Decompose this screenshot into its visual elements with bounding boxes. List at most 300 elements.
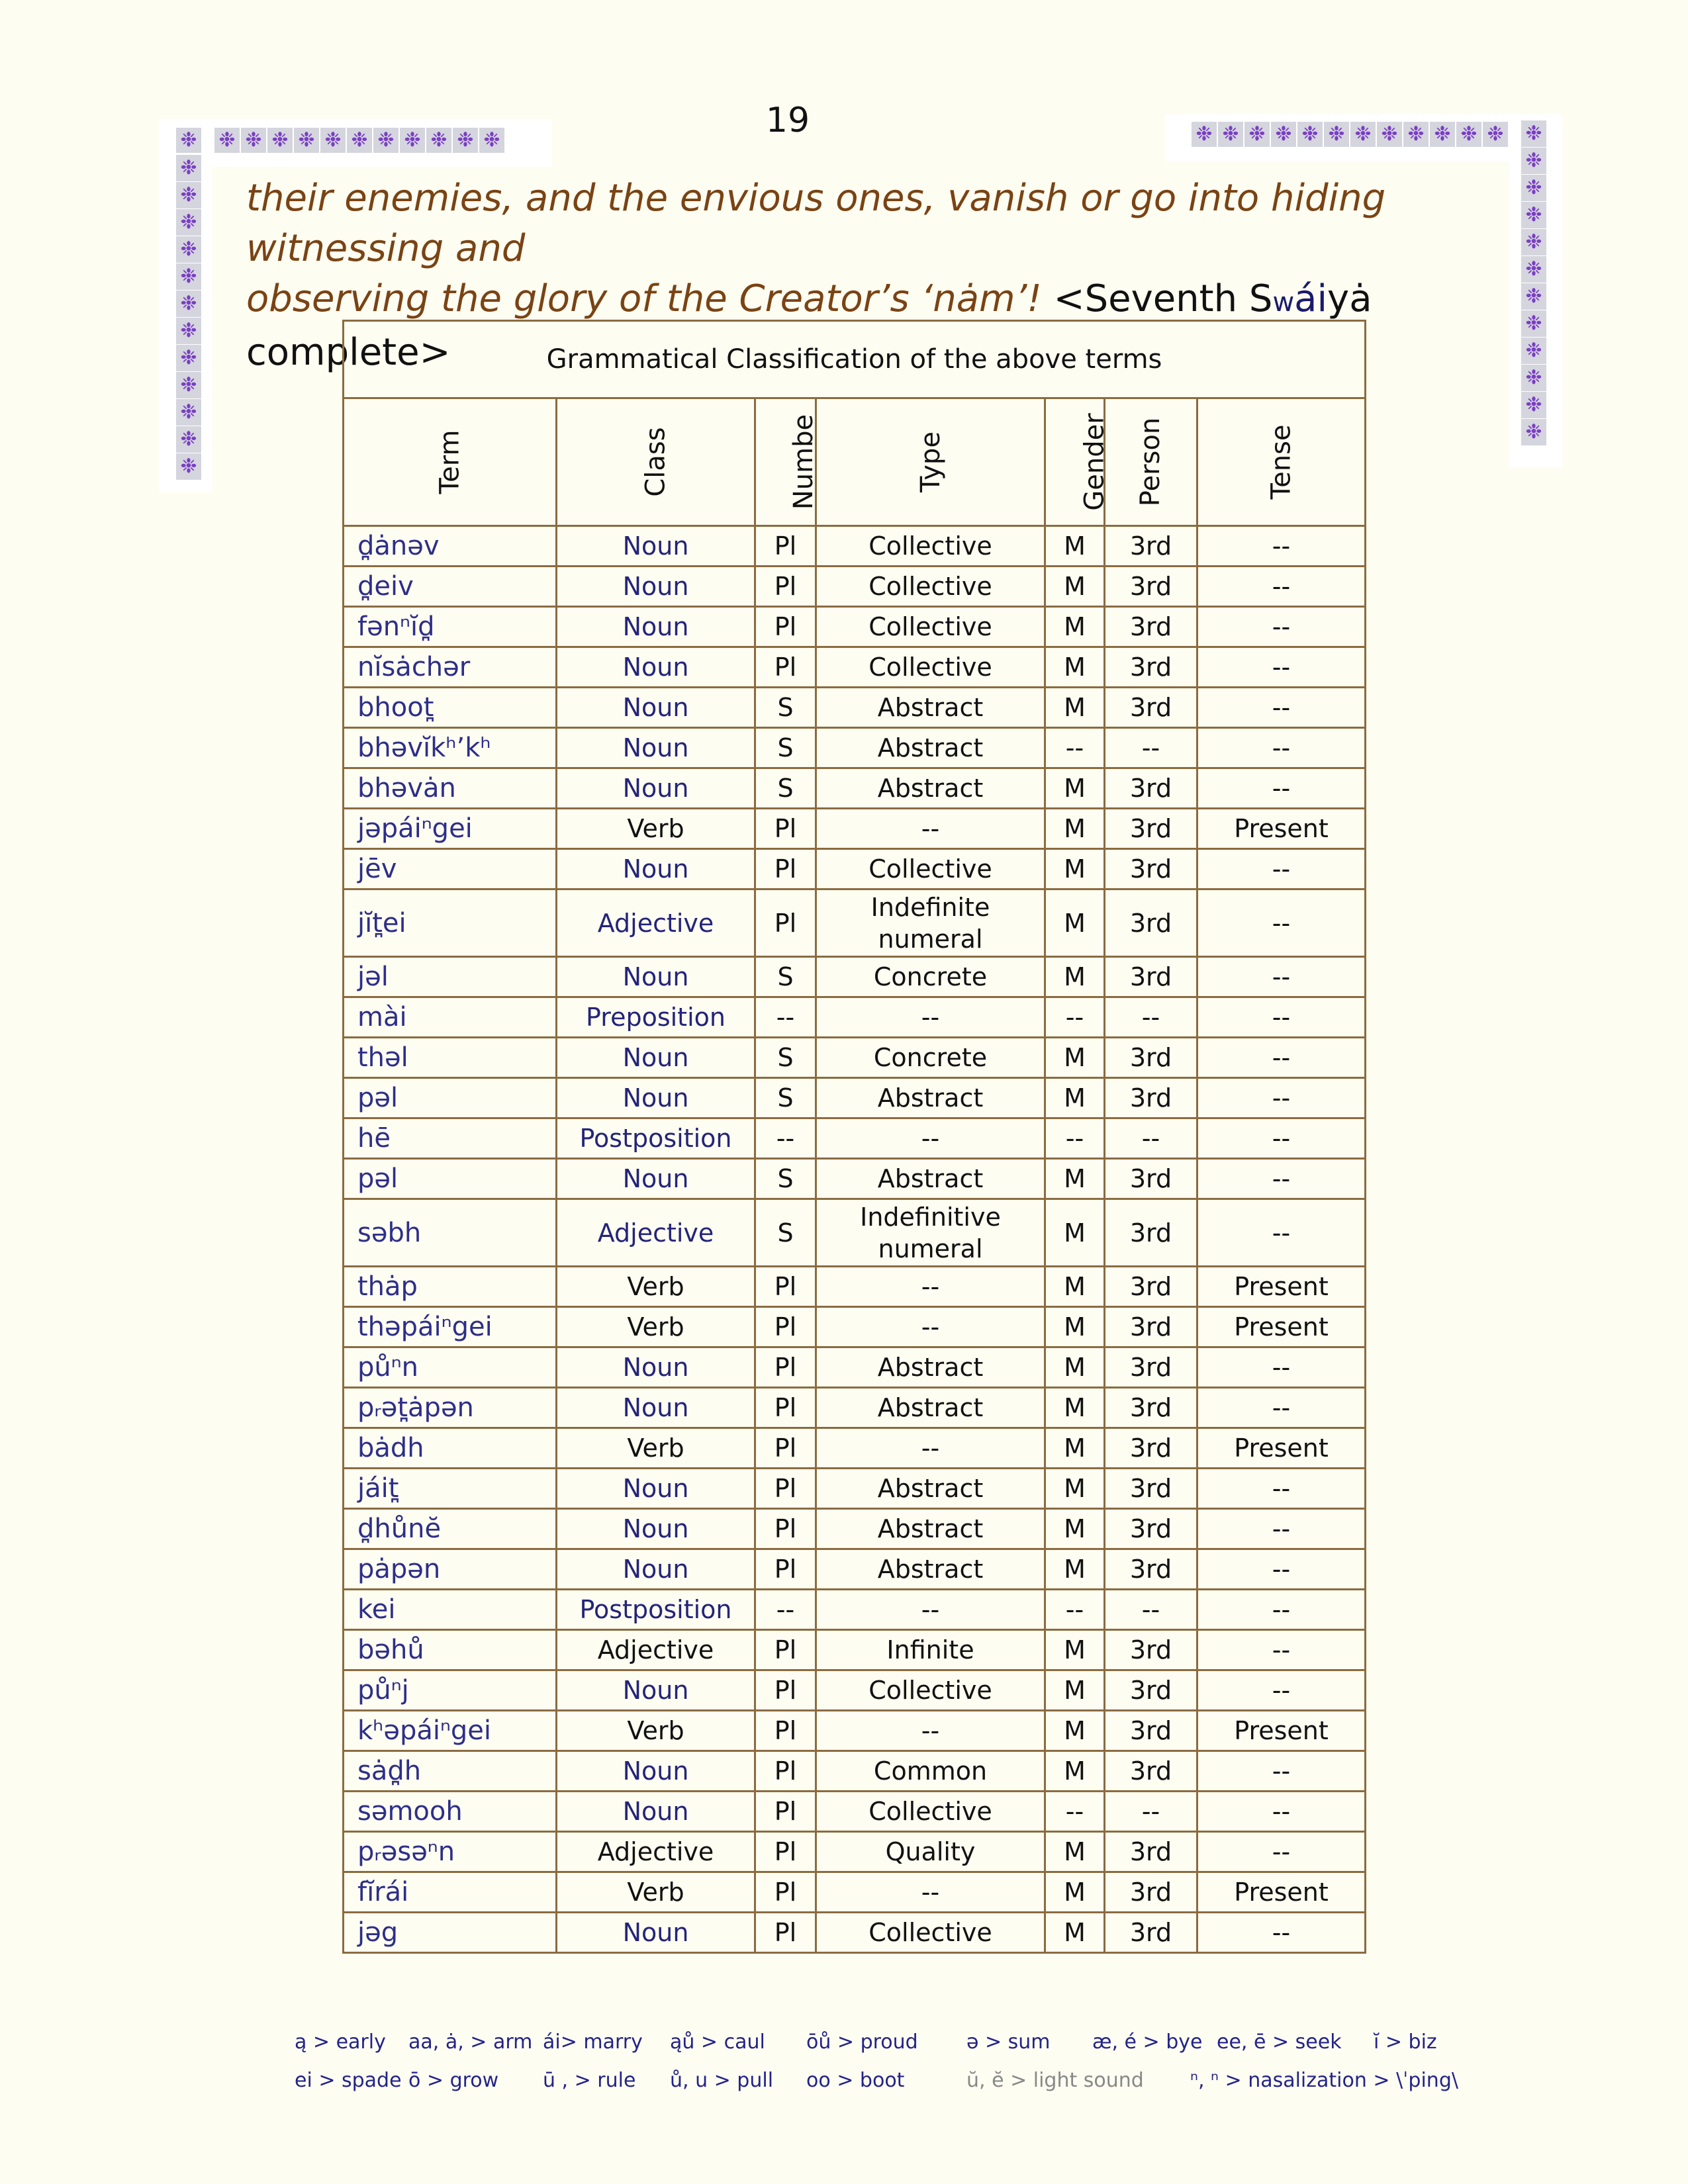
flower-ornament-icon: ❉ [1456, 122, 1481, 147]
cell-tense: -- [1197, 1590, 1366, 1630]
cell-number: Pl [755, 1751, 816, 1792]
cell-tense: -- [1197, 849, 1366, 889]
legend-item: ū , > rule [543, 2069, 636, 2092]
header-type [816, 398, 1045, 526]
cell-person: 3rd [1105, 1159, 1197, 1199]
table-row [344, 728, 1366, 768]
flower-ornament-icon: ❉ [1192, 122, 1217, 147]
ornament-border-top-left [176, 128, 504, 153]
cell-person: 3rd [1105, 1711, 1197, 1751]
flower-ornament-icon: ❉ [1377, 122, 1402, 147]
cell-gender: M [1045, 526, 1105, 567]
cell-number: Pl [755, 1549, 816, 1590]
flower-ornament-icon: ❉ [320, 128, 346, 153]
cell-gender: -- [1045, 997, 1105, 1038]
cell-type: Concrete [816, 957, 1045, 997]
cell-term: bhəvĭkʰ’kʰ [344, 728, 557, 768]
cell-tense: -- [1197, 688, 1366, 728]
cell-tense: Present [1197, 1711, 1366, 1751]
cell-person: -- [1105, 1792, 1197, 1832]
table-row [344, 957, 1366, 997]
flower-ornament-icon: ❉ [1244, 122, 1270, 147]
table-row [344, 1307, 1366, 1347]
table-row [344, 809, 1366, 849]
cell-term: thəl [344, 1038, 557, 1078]
cell-type: Quality [816, 1832, 1045, 1872]
cell-number: S [755, 1199, 816, 1267]
cell-person: 3rd [1105, 768, 1197, 809]
cell-class: Verb [557, 1267, 755, 1307]
legend-item: ą > early [295, 2030, 386, 2054]
cell-number: -- [755, 997, 816, 1038]
cell-number: -- [755, 1118, 816, 1159]
cell-class: Adjective [557, 1199, 755, 1267]
cell-term: d̪ȧnəv [344, 526, 557, 567]
cell-type: Concrete [816, 1038, 1045, 1078]
cell-term: bhoot̪ [344, 688, 557, 728]
cell-class: Noun [557, 728, 755, 768]
table-row [344, 1078, 1366, 1118]
legend-item: ⁿ, ⁿ > nasalization > \ˈping\ [1190, 2069, 1458, 2092]
cell-term: nĭsȧchər [344, 647, 557, 688]
table-caption: Grammatical Classification of the above terms [344, 321, 1366, 398]
cell-number: S [755, 1038, 816, 1078]
cell-number: S [755, 688, 816, 728]
table-row [344, 1347, 1366, 1388]
cell-tense: -- [1197, 1792, 1366, 1832]
cell-number: Pl [755, 647, 816, 688]
cell-class: Adjective [557, 1832, 755, 1872]
header-term [344, 398, 557, 526]
cell-term: jáit̪ [344, 1469, 557, 1509]
cell-type: Common [816, 1751, 1045, 1792]
cell-class: Verb [557, 1711, 755, 1751]
legend-item: ə > sum [966, 2030, 1051, 2054]
cell-gender: M [1045, 1267, 1105, 1307]
cell-term: bhəvȧn [344, 768, 557, 809]
cell-class: Noun [557, 1751, 755, 1792]
cell-term: səmooh [344, 1792, 557, 1832]
table-row [344, 1509, 1366, 1549]
flower-ornament-icon: ❉ [426, 128, 451, 153]
cell-gender: M [1045, 567, 1105, 607]
ornament-border-left [176, 155, 201, 480]
table-row [344, 1267, 1366, 1307]
cell-type: -- [816, 1307, 1045, 1347]
cell-tense: -- [1197, 889, 1366, 957]
table-row [344, 567, 1366, 607]
cell-tense: -- [1197, 1913, 1366, 1953]
cell-gender: M [1045, 1832, 1105, 1872]
flower-ornament-icon: ❉ [294, 128, 319, 153]
cell-person: -- [1105, 1590, 1197, 1630]
cell-class: Verb [557, 1307, 755, 1347]
cell-term: jəpáiⁿgei [344, 809, 557, 849]
flower-ornament-icon: ❉ [176, 345, 201, 371]
cell-term: jĭt̪ei [344, 889, 557, 957]
cell-gender: M [1045, 1428, 1105, 1469]
cell-term: pəl [344, 1078, 557, 1118]
table-row [344, 849, 1366, 889]
cell-class: Noun [557, 1549, 755, 1590]
cell-tense: -- [1197, 567, 1366, 607]
cell-type: Abstract [816, 1159, 1045, 1199]
cell-tense: -- [1197, 768, 1366, 809]
cell-gender: M [1045, 1347, 1105, 1388]
header-person-label: Person [1135, 417, 1166, 507]
cell-class: Noun [557, 1509, 755, 1549]
cell-class: Noun [557, 1038, 755, 1078]
cell-term: pȧpən [344, 1549, 557, 1590]
cell-tense: Present [1197, 1428, 1366, 1469]
cell-person: 3rd [1105, 849, 1197, 889]
header-gender-label: Gender [1079, 413, 1110, 511]
table-row [344, 1118, 1366, 1159]
cell-term: hē [344, 1118, 557, 1159]
cell-gender: M [1045, 607, 1105, 647]
cell-class: Noun [557, 1388, 755, 1428]
cell-type: -- [816, 1590, 1045, 1630]
cell-type: Collective [816, 567, 1045, 607]
cell-person: 3rd [1105, 1078, 1197, 1118]
header-tense-label: Tense [1266, 424, 1297, 500]
pronunciation-legend [295, 2030, 1460, 2107]
cell-type: -- [816, 1118, 1045, 1159]
flower-ornament-icon: ❉ [176, 318, 201, 344]
legend-item: ei > spade [295, 2069, 402, 2092]
cell-person: 3rd [1105, 1630, 1197, 1670]
cell-tense: -- [1197, 1078, 1366, 1118]
intro-line-2-italic: observing the glory of the Creator’s ‘nȧm’! [246, 277, 1042, 320]
flower-ornament-icon: ❉ [1218, 122, 1243, 147]
cell-tense: -- [1197, 1670, 1366, 1711]
cell-type: Abstract [816, 688, 1045, 728]
flower-ornament-icon: ❉ [176, 128, 201, 153]
cell-class: Noun [557, 567, 755, 607]
cell-number: S [755, 1159, 816, 1199]
cell-person: 3rd [1105, 809, 1197, 849]
cell-tense: -- [1197, 1159, 1366, 1199]
table-row [344, 688, 1366, 728]
table-row [344, 1388, 1366, 1428]
flower-ornament-icon: ❉ [176, 453, 201, 480]
cell-gender: M [1045, 1307, 1105, 1347]
cell-tense: -- [1197, 728, 1366, 768]
cell-term: pᵣəsəⁿn [344, 1832, 557, 1872]
ornament-border-right [1521, 120, 1546, 445]
cell-tense: -- [1197, 1630, 1366, 1670]
cell-number: Pl [755, 1630, 816, 1670]
legend-item: oo > boot [806, 2069, 905, 2092]
legend-item: ŭ, ĕ > light sound [966, 2069, 1144, 2092]
cell-number: Pl [755, 1469, 816, 1509]
table-row [344, 1630, 1366, 1670]
cell-term: sȧd̪h [344, 1751, 557, 1792]
cell-gender: M [1045, 1469, 1105, 1509]
cell-number: Pl [755, 889, 816, 957]
table-row [344, 526, 1366, 567]
header-number [755, 398, 820, 526]
legend-item: aa, ȧ, > arm [408, 2030, 533, 2054]
flower-ornament-icon: ❉ [176, 182, 201, 208]
cell-type: Abstract [816, 1549, 1045, 1590]
intro-line-2-sub: w [1272, 287, 1295, 318]
cell-tense: -- [1197, 1388, 1366, 1428]
cell-class: Noun [557, 1913, 755, 1953]
flower-ornament-icon: ❉ [1483, 122, 1508, 147]
cell-tense: -- [1197, 1751, 1366, 1792]
cell-gender: M [1045, 1630, 1105, 1670]
table-row [344, 647, 1366, 688]
cell-gender: -- [1045, 728, 1105, 768]
cell-person: 3rd [1105, 1267, 1197, 1307]
header-number-label: Numbe [788, 414, 820, 510]
flower-ornament-icon: ❉ [176, 263, 201, 290]
cell-tense: Present [1197, 1267, 1366, 1307]
cell-gender: -- [1045, 1590, 1105, 1630]
flower-ornament-icon: ❉ [176, 426, 201, 453]
cell-gender: M [1045, 1038, 1105, 1078]
flower-ornament-icon: ❉ [1521, 283, 1546, 310]
cell-class: Noun [557, 1347, 755, 1388]
cell-tense: -- [1197, 1199, 1366, 1267]
cell-type: -- [816, 1428, 1045, 1469]
flower-ornament-icon: ❉ [1521, 175, 1546, 201]
cell-class: Adjective [557, 1630, 755, 1670]
cell-type: Abstract [816, 1078, 1045, 1118]
flower-ornament-icon: ❉ [214, 128, 240, 153]
ornament-border-top-right [1192, 122, 1508, 147]
table-row [344, 1199, 1366, 1267]
flower-ornament-icon: ❉ [1521, 256, 1546, 283]
cell-tense: -- [1197, 1549, 1366, 1590]
table-row [344, 1872, 1366, 1913]
cell-person: 3rd [1105, 1388, 1197, 1428]
cell-term: pəl [344, 1159, 557, 1199]
cell-tense: Present [1197, 809, 1366, 849]
flower-ornament-icon: ❉ [241, 128, 266, 153]
cell-term: səbh [344, 1199, 557, 1267]
intro-line-2-blue: ái [1294, 277, 1328, 320]
cell-person: 3rd [1105, 1832, 1197, 1872]
cell-person: 3rd [1105, 1913, 1197, 1953]
flower-ornament-icon: ❉ [1350, 122, 1376, 147]
cell-term: kʰəpáiⁿgei [344, 1711, 557, 1751]
cell-person: 3rd [1105, 567, 1197, 607]
cell-gender: M [1045, 1549, 1105, 1590]
legend-item: ů, u > pull [670, 2069, 774, 2092]
cell-person: -- [1105, 728, 1197, 768]
flower-ornament-icon: ❉ [176, 236, 201, 263]
cell-term: mài [344, 997, 557, 1038]
cell-term: fənⁿĭd̪ [344, 607, 557, 647]
flower-ornament-icon: ❉ [1271, 122, 1296, 147]
cell-gender: M [1045, 1159, 1105, 1199]
flower-ornament-icon: ❉ [1521, 202, 1546, 228]
cell-number: Pl [755, 1428, 816, 1469]
cell-term: kei [344, 1590, 557, 1630]
cell-type: -- [816, 809, 1045, 849]
table-row [344, 1792, 1366, 1832]
flower-ornament-icon: ❉ [400, 128, 425, 153]
cell-class: Noun [557, 1159, 755, 1199]
cell-tense: -- [1197, 607, 1366, 647]
legend-item: æ, é > bye [1092, 2030, 1203, 2054]
cell-type: Abstract [816, 1509, 1045, 1549]
header-type-label: Type [915, 432, 946, 492]
cell-type: Abstract [816, 768, 1045, 809]
cell-class: Noun [557, 1670, 755, 1711]
flower-ornament-icon: ❉ [1403, 122, 1429, 147]
legend-row-1 [295, 2030, 1460, 2069]
cell-type: Collective [816, 607, 1045, 647]
table-body [344, 526, 1366, 1953]
grammar-table [342, 320, 1366, 1954]
cell-person: 3rd [1105, 1751, 1197, 1792]
cell-tense: -- [1197, 957, 1366, 997]
cell-type: Collective [816, 1670, 1045, 1711]
cell-tense: -- [1197, 1118, 1366, 1159]
cell-number: S [755, 1078, 816, 1118]
cell-person: 3rd [1105, 647, 1197, 688]
cell-person: 3rd [1105, 957, 1197, 997]
cell-class: Noun [557, 607, 755, 647]
cell-type: Collective [816, 1913, 1045, 1953]
flower-ornament-icon: ❉ [176, 291, 201, 317]
legend-row-2 [295, 2069, 1460, 2107]
table-row [344, 1832, 1366, 1872]
cell-number: Pl [755, 1792, 816, 1832]
cell-tense: -- [1197, 1347, 1366, 1388]
intro-line-2-plain-b: yȧ complete> [246, 277, 1372, 374]
cell-type: Infinite [816, 1630, 1045, 1670]
cell-number: Pl [755, 1872, 816, 1913]
cell-term: bȧdh [344, 1428, 557, 1469]
cell-person: -- [1105, 997, 1197, 1038]
legend-item: ąů > caul [670, 2030, 765, 2054]
cell-person: 3rd [1105, 526, 1197, 567]
cell-type: -- [816, 1711, 1045, 1751]
page-number: 19 [765, 101, 810, 140]
table-row [344, 1469, 1366, 1509]
cell-term: jəl [344, 957, 557, 997]
cell-person: -- [1105, 1118, 1197, 1159]
cell-number: Pl [755, 526, 816, 567]
cell-person: 3rd [1105, 1509, 1197, 1549]
cell-gender: M [1045, 1670, 1105, 1711]
flower-ornament-icon: ❉ [1521, 229, 1546, 255]
cell-person: 3rd [1105, 1038, 1197, 1078]
cell-term: pᵣət̪ȧpən [344, 1388, 557, 1428]
cell-person: 3rd [1105, 688, 1197, 728]
cell-gender: M [1045, 647, 1105, 688]
flower-ornament-icon: ❉ [176, 399, 201, 426]
flower-ornament-icon: ❉ [176, 155, 201, 181]
table-row [344, 1428, 1366, 1469]
flower-ornament-icon: ❉ [267, 128, 293, 153]
cell-person: 3rd [1105, 1199, 1197, 1267]
cell-class: Noun [557, 768, 755, 809]
cell-class: Noun [557, 1792, 755, 1832]
table-row [344, 1670, 1366, 1711]
legend-item: ĭ > biz [1374, 2030, 1437, 2054]
cell-class: Noun [557, 849, 755, 889]
cell-class: Postposition [557, 1118, 755, 1159]
cell-type: Abstract [816, 1347, 1045, 1388]
cell-class: Verb [557, 1428, 755, 1469]
cell-number: Pl [755, 1509, 816, 1549]
header-person [1105, 398, 1197, 526]
cell-person: 3rd [1105, 1347, 1197, 1388]
table-row [344, 889, 1366, 957]
flower-ornament-icon: ❉ [347, 128, 372, 153]
flower-ornament-icon: ❉ [1297, 122, 1323, 147]
cell-number: Pl [755, 1267, 816, 1307]
flower-ornament-icon: ❉ [453, 128, 478, 153]
cell-person: 3rd [1105, 1670, 1197, 1711]
cell-type: Abstract [816, 1469, 1045, 1509]
flower-ornament-icon: ❉ [1324, 122, 1349, 147]
header-gender [1045, 398, 1110, 526]
cell-number: Pl [755, 809, 816, 849]
cell-class: Noun [557, 1078, 755, 1118]
cell-number: Pl [755, 607, 816, 647]
flower-ornament-icon: ❉ [1521, 148, 1546, 174]
flower-ornament-icon: ❉ [1521, 310, 1546, 337]
cell-person: 3rd [1105, 1307, 1197, 1347]
header-term-label: Term [434, 430, 465, 494]
header-tense [1197, 398, 1366, 526]
intro-line-2-plain-a: <Seventh S [1041, 277, 1273, 320]
cell-class: Noun [557, 957, 755, 997]
cell-number: S [755, 957, 816, 997]
legend-item: ái> marry [543, 2030, 643, 2054]
cell-class: Noun [557, 647, 755, 688]
cell-number: Pl [755, 1670, 816, 1711]
cell-type: Indefinite numeral [816, 889, 1045, 957]
header-class-label: Class [640, 427, 671, 497]
cell-gender: -- [1045, 1792, 1105, 1832]
legend-item: ee, ē > seek [1217, 2030, 1342, 2054]
cell-gender: M [1045, 1078, 1105, 1118]
cell-gender: M [1045, 768, 1105, 809]
cell-class: Noun [557, 1469, 755, 1509]
cell-tense: -- [1197, 526, 1366, 567]
cell-number: Pl [755, 1347, 816, 1388]
cell-person: 3rd [1105, 1872, 1197, 1913]
cell-term: d̪eiv [344, 567, 557, 607]
table-row [344, 1913, 1366, 1953]
cell-term: fĭrái [344, 1872, 557, 1913]
cell-gender: M [1045, 957, 1105, 997]
legend-item: ōů > proud [806, 2030, 918, 2054]
cell-type: Collective [816, 647, 1045, 688]
intro-line-1: their enemies, and the envious ones, vanish or go into hiding witnessing and [246, 177, 1386, 270]
cell-type: Collective [816, 849, 1045, 889]
flower-ornament-icon: ❉ [1521, 419, 1546, 445]
table-row [344, 1038, 1366, 1078]
cell-gender: M [1045, 889, 1105, 957]
flower-ornament-icon: ❉ [1521, 365, 1546, 391]
cell-number: Pl [755, 567, 816, 607]
table-row [344, 1590, 1366, 1630]
flower-ornament-icon: ❉ [373, 128, 399, 153]
cell-tense: -- [1197, 1832, 1366, 1872]
cell-term: jēv [344, 849, 557, 889]
cell-person: 3rd [1105, 607, 1197, 647]
cell-number: Pl [755, 1913, 816, 1953]
flower-ornament-icon: ❉ [1521, 120, 1546, 147]
